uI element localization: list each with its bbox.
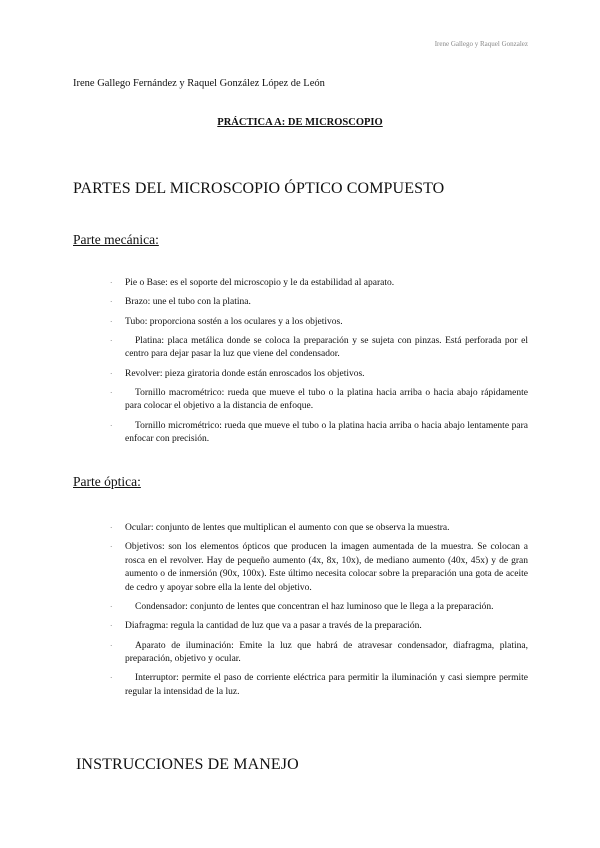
bullet-icon: · [110,388,113,397]
list-item: · Brazo: une el tubo con la platina. [110,296,528,310]
section-heading-instrucciones: INSTRUCCIONES DE MANEJO [76,756,299,773]
bullet-icon: · [110,336,113,345]
bullet-icon: · [110,524,113,532]
list-item: · Tornillo micrométrico: rueda que mueve el tubo o la platina hacia arriba o hacia abajo lentamente para enfocar con precisión. [110,420,528,445]
bullet-icon: · [110,421,113,430]
bullet-icon: · [110,641,113,650]
bullet-icon: · [110,603,113,612]
list-item: · Interruptor: permite el paso de corriente eléctrica para permitir la iluminación y casi siempre permite regular la intensidad de la luz. [110,673,528,697]
bullet-icon: · [110,622,113,631]
authors-line: Irene Gallego Fernández y Raquel González López de León [73,78,325,89]
list-mecanica [110,277,528,453]
bullet-icon: · [110,369,113,378]
list-item: · Revolver: pieza giratoria donde están enroscados los objetivos. [110,368,528,382]
list-item: · Diafragma: regula la cantidad de luz que va a pasar a través de la preparación. [110,620,528,634]
list-item: · Ocular: conjunto de lentes que multiplican el aumento con que se observa la muestra. [110,522,528,536]
bullet-icon: · [110,543,113,552]
list-optica [110,522,528,705]
subheading-optica: Parte óptica: [73,474,141,489]
list-item: · Tornillo macrométrico: rueda que mueve el tubo o la platina hacia arriba o hacia abajo rápidamente para colocar el objetivo a la distancia de enfoque. [110,387,528,412]
list-item: · Pie o Base: es el soporte del microscopio y le da estabilidad al aparato. [110,277,528,291]
section-heading-partes: PARTES DEL MICROSCOPIO ÓPTICO COMPUESTO [73,180,445,197]
document-title: PRÁCTICA A: DE MICROSCOPIO [217,117,383,128]
bullet-icon: · [110,298,113,307]
bullet-icon: · [110,317,113,326]
list-item: · Tubo: proporciona sostén a los oculares y a los objetivos. [110,316,528,330]
bullet-icon: · [110,279,113,287]
list-item: · Condensador: conjunto de lentes que concentran el haz luminoso que le llega a la preparación. [110,601,528,615]
subheading-mecanica: Parte mecánica: [73,232,159,247]
list-item: · Platina: placa metálica donde se coloca la preparación y se sujeta con pinzas. Está perforada por el centro para dejar pasar la luz que viene del condensador. [110,335,528,360]
list-item: · Objetivos: son los elementos ópticos que producen la imagen aumentada de la muestra. Se colocan a rosca en el revolver. Hay de pequeño aumento (4x, 8x, 10x), de mediano aumento (40x, 45x) y de gran aumento o de inmersión (90x, 100x). Este último necesita colocar sobre la preparación una gota de aceite de cedro y apoyar sobre ella la lente del objetivo. [110,542,528,593]
bullet-icon: · [110,674,113,683]
list-item: · Aparato de iluminación: Emite la luz que habrá de atravesar condensador, diafragma, platina, preparación, objetivo y ocular. [110,640,528,665]
page-header: Irene Gallego y Raquel Gonzalez [434,40,528,48]
